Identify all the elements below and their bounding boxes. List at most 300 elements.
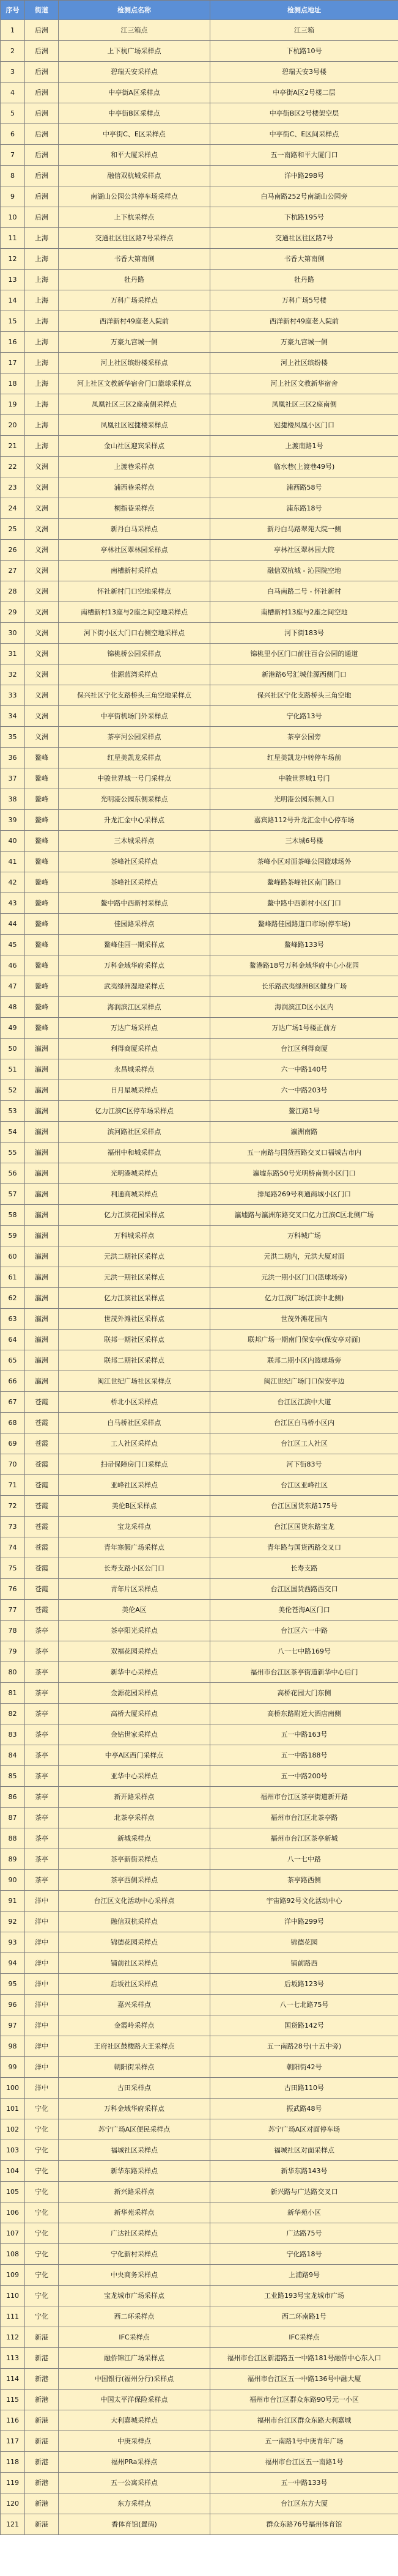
cell-site-name: 亿力江滨C区停车场采样点: [59, 1101, 210, 1122]
cell-index: 53: [1, 1101, 25, 1122]
table-row: [1, 1974, 398, 1995]
cell-index: 15: [1, 311, 25, 332]
cell-site-address: 冠捷楼凤凰小区门口: [210, 415, 398, 436]
cell-site-name: 白马桥社区采样点: [59, 1413, 210, 1433]
cell-site-name: 工人社区采样点: [59, 1433, 210, 1454]
cell-street: 瀛洲: [25, 1371, 59, 1392]
cell-index: 28: [1, 581, 25, 602]
cell-street: 瀛洲: [25, 1267, 59, 1288]
table-row: [1, 2182, 398, 2202]
cell-street: 茶亭: [25, 1662, 59, 1683]
table-row: [1, 644, 398, 664]
cell-site-name: 宝龙城市广场采样点: [59, 2286, 210, 2306]
cell-site-name: 青年寒假广场采样点: [59, 1537, 210, 1558]
cell-site-address: 福州市台江区茶亭街道新华中心后门: [210, 1662, 398, 1683]
cell-index: 73: [1, 1517, 25, 1537]
cell-index: 105: [1, 2182, 25, 2202]
cell-street: 义洲: [25, 457, 59, 477]
cell-index: 51: [1, 1059, 25, 1080]
cell-site-address: 锦德花园: [210, 1932, 398, 1953]
cell-street: 苍霞: [25, 1392, 59, 1413]
cell-street: 义洲: [25, 581, 59, 602]
cell-street: 茶亭: [25, 1704, 59, 1724]
table-row: [1, 561, 398, 581]
cell-site-address: 五一南路28号(十五中旁): [210, 2036, 398, 2057]
cell-index: 10: [1, 207, 25, 228]
cell-street: 苍霞: [25, 1454, 59, 1475]
cell-site-address: 洋中路298号: [210, 166, 398, 186]
cell-index: 111: [1, 2306, 25, 2327]
cell-street: 鳌峰: [25, 768, 59, 789]
cell-site-name: 后坂社区采样点: [59, 1974, 210, 1995]
cell-street: 瀛洲: [25, 1143, 59, 1163]
cell-site-address: 上渡南路1号: [210, 436, 398, 457]
table-row: [1, 1870, 398, 1891]
cell-site-name: 河下街小区大门口右侧空地采样点: [59, 623, 210, 644]
cell-index: 39: [1, 810, 25, 831]
cell-site-name: 凤凰社区冠捷楼采样点: [59, 415, 210, 436]
cell-street: 上海: [25, 374, 59, 394]
cell-street: 瀛洲: [25, 1309, 59, 1330]
cell-site-address: 台江区江滨中大道: [210, 1392, 398, 1413]
cell-street: 洋中: [25, 1912, 59, 1932]
cell-site-name: 亿力江滨社区采样点: [59, 1288, 210, 1309]
cell-site-address: 下杭路10号: [210, 41, 398, 62]
cell-index: 68: [1, 1413, 25, 1433]
table-row: [1, 62, 398, 83]
cell-street: 后洲: [25, 41, 59, 62]
cell-index: 107: [1, 2223, 25, 2244]
cell-site-address: 福州市台江区五一南路1号: [210, 2452, 398, 2473]
cell-site-address: 高桥东路附近大酒店南侧: [210, 1704, 398, 1724]
cell-site-name: 利得商厦采样点: [59, 1039, 210, 1059]
table-row: [1, 831, 398, 852]
cell-index: 27: [1, 561, 25, 581]
cell-street: 茶亭: [25, 1641, 59, 1662]
cell-site-name: 大利嘉城采样点: [59, 2410, 210, 2431]
table-row: [1, 2099, 398, 2119]
cell-site-address: 福州市台江区新港路五一中路181号融侨中心东入口: [210, 2348, 398, 2369]
cell-street: 鳌峰: [25, 872, 59, 893]
cell-site-address: 三木城6号楼: [210, 831, 398, 852]
cell-site-name: 铺前社区采样点: [59, 1953, 210, 1974]
table-row: [1, 2348, 398, 2369]
table-row: [1, 1932, 398, 1953]
cell-index: 71: [1, 1475, 25, 1496]
cell-site-address: 世茂外滩花园内: [210, 1309, 398, 1330]
cell-street: 洋中: [25, 1974, 59, 1995]
cell-site-name: 万科广场采样点: [59, 290, 210, 311]
table-row: [1, 270, 398, 290]
cell-index: 2: [1, 41, 25, 62]
cell-street: 新港: [25, 2410, 59, 2431]
table-row: [1, 332, 398, 353]
cell-street: 上海: [25, 290, 59, 311]
cell-site-name: 中亭街机场门外采样点: [59, 706, 210, 727]
table-row: [1, 685, 398, 706]
cell-index: 110: [1, 2286, 25, 2306]
cell-site-address: 中亭街B区2号楼架空层: [210, 103, 398, 124]
cell-street: 洋中: [25, 1995, 59, 2015]
cell-site-name: 万科城采样点: [59, 1226, 210, 1246]
cell-site-address: 台江区亚峰社区: [210, 1475, 398, 1496]
table-row: [1, 1309, 398, 1330]
cell-site-address: 五一中路133号: [210, 2473, 398, 2493]
cell-site-name: 滨河路社区采样点: [59, 1122, 210, 1143]
table-row: [1, 1496, 398, 1517]
table-row: [1, 249, 398, 270]
cell-index: 49: [1, 1018, 25, 1039]
table-row: [1, 2057, 398, 2078]
cell-index: 35: [1, 727, 25, 748]
table-row: [1, 1849, 398, 1870]
table-row: [1, 1517, 398, 1537]
cell-site-name: 光明港城采样点: [59, 1163, 210, 1184]
cell-site-name: 新华中心采样点: [59, 1662, 210, 1683]
cell-site-name: 宁化新村采样点: [59, 2244, 210, 2265]
table-row: [1, 1662, 398, 1683]
cell-site-name: 美伦A区: [59, 1600, 210, 1621]
cell-street: 茶亭: [25, 1808, 59, 1828]
cell-site-name: 中亭街B区采样点: [59, 103, 210, 124]
cell-site-address: 闽江世纪广场门口保安亭边: [210, 1371, 398, 1392]
cell-site-address: 河下街83号: [210, 1454, 398, 1475]
table-row: [1, 415, 398, 436]
cell-street: 鳌峰: [25, 831, 59, 852]
cell-street: 苍霞: [25, 1558, 59, 1579]
cell-site-address: 牡丹路: [210, 270, 398, 290]
table-row: [1, 1371, 398, 1392]
cell-site-address: 苏宁广场A区对面停车场: [210, 2119, 398, 2140]
cell-street: 义洲: [25, 561, 59, 581]
table-row: [1, 457, 398, 477]
cell-index: 85: [1, 1766, 25, 1787]
cell-street: 洋中: [25, 2015, 59, 2036]
cell-index: 80: [1, 1662, 25, 1683]
cell-street: 鳌峰: [25, 976, 59, 997]
cell-site-address: 南槽新村13座与2座之间空地: [210, 602, 398, 623]
cell-index: 90: [1, 1870, 25, 1891]
cell-street: 瀛洲: [25, 1330, 59, 1350]
cell-street: 新港: [25, 2390, 59, 2410]
cell-site-address: 八一七北路75号: [210, 1995, 398, 2015]
cell-site-name: 桥北小区采样点: [59, 1392, 210, 1413]
cell-site-name: 光明港公园东侧采样点: [59, 789, 210, 810]
cell-index: 112: [1, 2327, 25, 2348]
table-row: [1, 2015, 398, 2036]
cell-street: 后洲: [25, 207, 59, 228]
header-site-name: 检测点名称: [59, 1, 210, 20]
cell-index: 75: [1, 1558, 25, 1579]
cell-site-name: 万达广场采样点: [59, 1018, 210, 1039]
cell-street: 后洲: [25, 145, 59, 166]
cell-site-address: 中亭街C、E区间采样点: [210, 124, 398, 145]
cell-index: 36: [1, 748, 25, 768]
cell-site-name: 红星美凯龙采样点: [59, 748, 210, 768]
table-row: [1, 1226, 398, 1246]
table-row: [1, 1995, 398, 2015]
table-row: [1, 1101, 398, 1122]
cell-street: 新港: [25, 2431, 59, 2452]
cell-index: 63: [1, 1309, 25, 1330]
cell-site-name: 五一公寓采样点: [59, 2473, 210, 2493]
cell-street: 宁化: [25, 2182, 59, 2202]
cell-site-name: 利通商城采样点: [59, 1184, 210, 1205]
cell-site-name: 北茶亭采样点: [59, 1808, 210, 1828]
cell-street: 上海: [25, 415, 59, 436]
cell-street: 鳌峰: [25, 852, 59, 872]
table-row: [1, 2078, 398, 2099]
table-row: [1, 1558, 398, 1579]
cell-site-address: 福州市台江区北茶亭路: [210, 1808, 398, 1828]
cell-site-address: 万科城广场: [210, 1226, 398, 1246]
cell-index: 21: [1, 436, 25, 457]
cell-site-address: 长寿支路: [210, 1558, 398, 1579]
table-row: [1, 1621, 398, 1641]
cell-index: 43: [1, 893, 25, 914]
cell-site-name: 元洪一期社区采样点: [59, 1267, 210, 1288]
cell-index: 19: [1, 394, 25, 415]
cell-street: 宁化: [25, 2161, 59, 2182]
cell-index: 26: [1, 540, 25, 561]
cell-index: 46: [1, 955, 25, 976]
cell-street: 后洲: [25, 124, 59, 145]
cell-street: 宁化: [25, 2099, 59, 2119]
cell-index: 94: [1, 1953, 25, 1974]
table-row: [1, 353, 398, 374]
cell-site-address: 书香大第南侧: [210, 249, 398, 270]
cell-street: 后洲: [25, 186, 59, 207]
cell-site-address: 古田路110号: [210, 2078, 398, 2099]
table-row: [1, 1912, 398, 1932]
cell-index: 42: [1, 872, 25, 893]
cell-street: 苍霞: [25, 1600, 59, 1621]
table-row: [1, 581, 398, 602]
cell-site-name: 新城采样点: [59, 1828, 210, 1849]
cell-street: 苍霞: [25, 1537, 59, 1558]
cell-street: 鳌峰: [25, 810, 59, 831]
cell-index: 121: [1, 2514, 25, 2535]
table-row: [1, 436, 398, 457]
cell-index: 109: [1, 2265, 25, 2286]
header-index: 序号: [1, 1, 25, 20]
cell-site-address: 元洪一期小区门口(篮球场旁): [210, 1267, 398, 1288]
cell-street: 瀛洲: [25, 1205, 59, 1226]
table-row: [1, 2452, 398, 2473]
cell-site-address: 茶峰小区对面茶峰公园篮球场外: [210, 852, 398, 872]
cell-index: 82: [1, 1704, 25, 1724]
cell-site-address: 临水巷(上渡巷49号): [210, 457, 398, 477]
cell-site-address: 福城社区对面采样点: [210, 2140, 398, 2161]
cell-street: 义洲: [25, 664, 59, 685]
cell-site-address: 台江区国货东路175号: [210, 1496, 398, 1517]
cell-street: 宁化: [25, 2202, 59, 2223]
cell-site-name: 茶亭西侧采样点: [59, 1870, 210, 1891]
cell-site-address: 广达路75号: [210, 2223, 398, 2244]
cell-street: 新港: [25, 2452, 59, 2473]
cell-street: 新港: [25, 2348, 59, 2369]
cell-index: 13: [1, 270, 25, 290]
cell-index: 70: [1, 1454, 25, 1475]
cell-street: 宁化: [25, 2140, 59, 2161]
cell-street: 宁化: [25, 2306, 59, 2327]
cell-street: 上海: [25, 436, 59, 457]
table-row: [1, 1018, 398, 1039]
table-row: [1, 2369, 398, 2390]
cell-street: 后洲: [25, 103, 59, 124]
cell-street: 上海: [25, 353, 59, 374]
table-row: [1, 228, 398, 249]
cell-site-address: 茶亭公园旁: [210, 727, 398, 748]
cell-street: 义洲: [25, 602, 59, 623]
cell-site-name: 亿力江滨花园采样点: [59, 1205, 210, 1226]
cell-index: 56: [1, 1163, 25, 1184]
cell-site-address: 铺前路西: [210, 1953, 398, 1974]
cell-street: 苍霞: [25, 1517, 59, 1537]
table-row: [1, 914, 398, 935]
cell-site-address: 保兴社区宁化支路桥头三角空地: [210, 685, 398, 706]
cell-site-name: 元洪二期社区采样点: [59, 1246, 210, 1267]
table-row: [1, 2306, 398, 2327]
cell-index: 11: [1, 228, 25, 249]
cell-street: 义洲: [25, 644, 59, 664]
cell-street: 茶亭: [25, 1683, 59, 1704]
cell-site-name: 西洋新村49座老人院前: [59, 311, 210, 332]
cell-site-name: 广达社区采样点: [59, 2223, 210, 2244]
cell-index: 120: [1, 2493, 25, 2514]
cell-street: 鳌峰: [25, 935, 59, 955]
cell-site-address: 嘉宾路112号升龙汇金中心停车场: [210, 810, 398, 831]
table-row: [1, 394, 398, 415]
cell-street: 宁化: [25, 2244, 59, 2265]
table-row: [1, 145, 398, 166]
cell-site-name: 三木城采样点: [59, 831, 210, 852]
cell-index: 6: [1, 124, 25, 145]
table-row: [1, 1205, 398, 1226]
cell-site-address: 茶亭路西侧: [210, 1870, 398, 1891]
cell-street: 茶亭: [25, 1870, 59, 1891]
table-row: [1, 2161, 398, 2182]
cell-site-name: 美伦B区采样点: [59, 1496, 210, 1517]
cell-street: 宁化: [25, 2119, 59, 2140]
cell-index: 31: [1, 644, 25, 664]
table-row: [1, 789, 398, 810]
cell-index: 72: [1, 1496, 25, 1517]
cell-site-name: 南槽新村13座与2座之间空地采样点: [59, 602, 210, 623]
cell-site-name: 武夷绿洲湿地采样点: [59, 976, 210, 997]
cell-index: 77: [1, 1600, 25, 1621]
table-row: [1, 768, 398, 789]
cell-street: 洋中: [25, 2078, 59, 2099]
cell-index: 91: [1, 1891, 25, 1912]
cell-site-name: 亚华中心采样点: [59, 1766, 210, 1787]
cell-site-address: 浦西路58号: [210, 477, 398, 498]
cell-site-name: 双福花园采样点: [59, 1641, 210, 1662]
cell-index: 59: [1, 1226, 25, 1246]
cell-site-name: 茶峰社区采样点: [59, 872, 210, 893]
cell-index: 98: [1, 2036, 25, 2057]
cell-street: 瀛洲: [25, 1101, 59, 1122]
table-row: [1, 1143, 398, 1163]
cell-site-name: 金钻世家采样点: [59, 1724, 210, 1745]
cell-site-name: 融侨锦江广场采样点: [59, 2348, 210, 2369]
cell-site-name: 书香大第南侧: [59, 249, 210, 270]
cell-index: 22: [1, 457, 25, 477]
cell-site-name: 万科金域华府采样点: [59, 2099, 210, 2119]
cell-index: 12: [1, 249, 25, 270]
cell-site-address: 洋中路299号: [210, 1912, 398, 1932]
cell-site-name: 古田采样点: [59, 2078, 210, 2099]
cell-index: 55: [1, 1143, 25, 1163]
cell-site-name: 中央商务采样点: [59, 2265, 210, 2286]
table-row: [1, 1537, 398, 1558]
cell-index: 1: [1, 20, 25, 41]
cell-index: 100: [1, 2078, 25, 2099]
cell-index: 24: [1, 498, 25, 519]
cell-site-name: 高桥大厦采样点: [59, 1704, 210, 1724]
cell-index: 65: [1, 1350, 25, 1371]
cell-index: 76: [1, 1579, 25, 1600]
cell-site-name: 融信双杭采样点: [59, 1912, 210, 1932]
cell-index: 117: [1, 2431, 25, 2452]
table-row: [1, 1745, 398, 1766]
table-row: [1, 1163, 398, 1184]
table-row: [1, 1059, 398, 1080]
cell-index: 104: [1, 2161, 25, 2182]
cell-site-address: 白马南路二号 - 怀社新村: [210, 581, 398, 602]
table-row: [1, 2036, 398, 2057]
cell-site-address: 台江区东方大厦: [210, 2493, 398, 2514]
cell-site-address: 高桥花园大门东侧: [210, 1683, 398, 1704]
table-row: [1, 2119, 398, 2140]
cell-index: 38: [1, 789, 25, 810]
cell-index: 69: [1, 1433, 25, 1454]
cell-street: 义洲: [25, 477, 59, 498]
cell-index: 57: [1, 1184, 25, 1205]
table-row: [1, 519, 398, 540]
cell-index: 119: [1, 2473, 25, 2493]
cell-index: 58: [1, 1205, 25, 1226]
cell-street: 瀛洲: [25, 1059, 59, 1080]
cell-street: 瀛洲: [25, 1080, 59, 1101]
cell-site-name: 中亭街A区采样点: [59, 83, 210, 103]
cell-site-address: 宁化路18号: [210, 2244, 398, 2265]
cell-site-address: 六一中路140号: [210, 1059, 398, 1080]
cell-site-name: 扫帚保障房门口采样点: [59, 1454, 210, 1475]
table-row: [1, 2493, 398, 2514]
cell-site-name: 茶亭新街采样点: [59, 1849, 210, 1870]
cell-street: 洋中: [25, 1953, 59, 1974]
cell-site-address: 国货路142号: [210, 2015, 398, 2036]
cell-index: 95: [1, 1974, 25, 1995]
cell-site-name: 上下杭采样点: [59, 207, 210, 228]
cell-site-name: 交通社区往区路7号采样点: [59, 228, 210, 249]
table-row: [1, 124, 398, 145]
cell-index: 7: [1, 145, 25, 166]
cell-street: 茶亭: [25, 1621, 59, 1641]
cell-site-name: 苏宁广场A区便民采样点: [59, 2119, 210, 2140]
cell-site-name: 联邦一期社区采样点: [59, 1330, 210, 1350]
cell-site-name: 闽江世纪广场社区采样点: [59, 1371, 210, 1392]
cell-site-address: 新华苑小区: [210, 2202, 398, 2223]
cell-site-address: 五一南路1号中庚青年广场: [210, 2431, 398, 2452]
cell-site-name: 和平大厦采样点: [59, 145, 210, 166]
cell-site-address: 长乐路武夷绿洲B区健身广场: [210, 976, 398, 997]
table-row: [1, 997, 398, 1018]
cell-site-address: 鳌港路18号万科金域华府中心小花园: [210, 955, 398, 976]
cell-site-address: 新兴路与广达路交叉口: [210, 2182, 398, 2202]
cell-index: 78: [1, 1621, 25, 1641]
